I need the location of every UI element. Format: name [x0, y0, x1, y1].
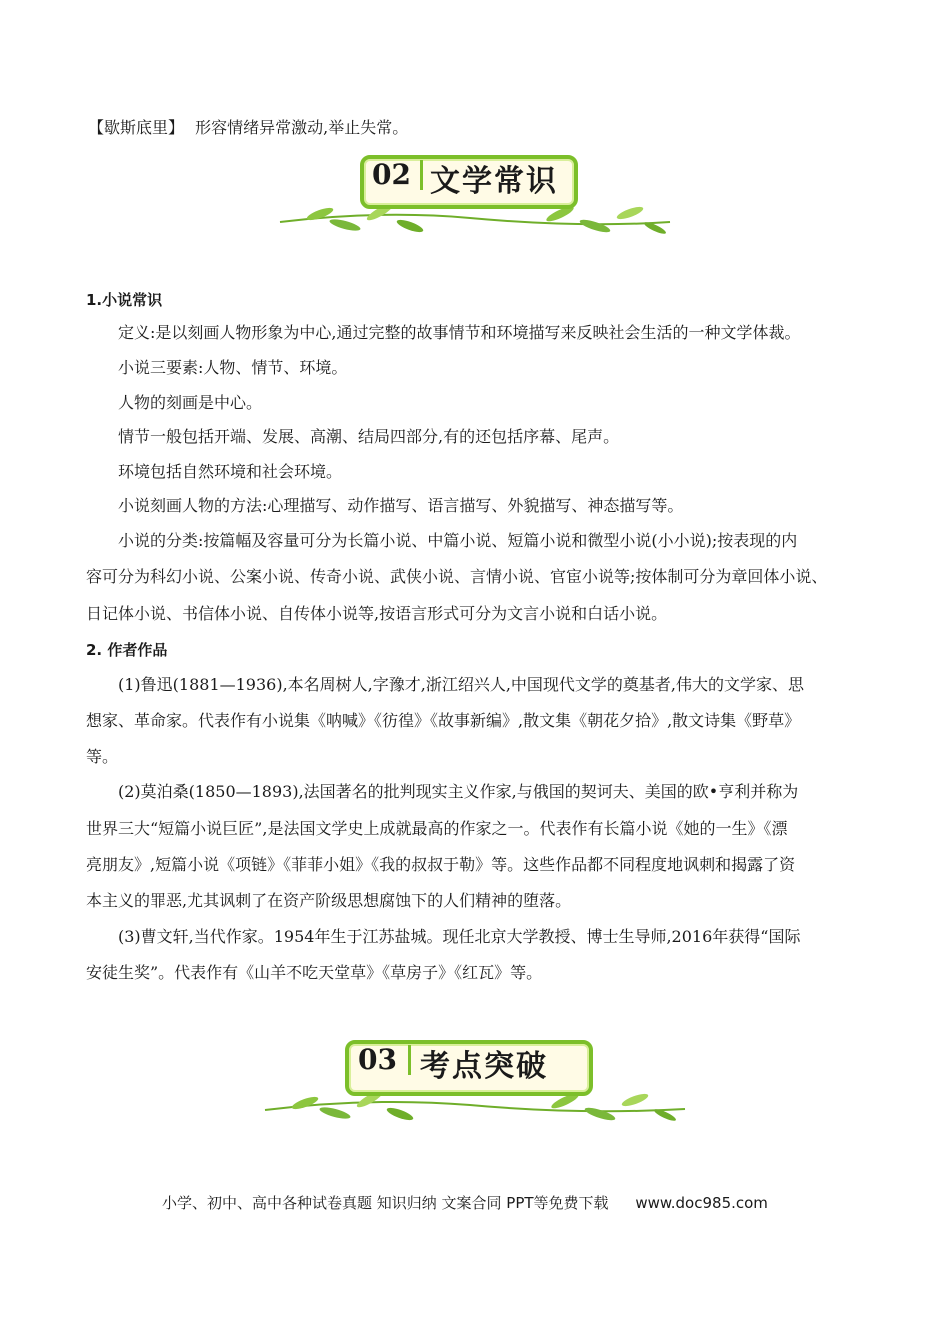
vocab-term: 【歇斯底里】 [88, 118, 185, 137]
section-banner-03 [250, 1035, 700, 1130]
paragraph-line: 定义:是以刻画人物形象为中心,通过完整的故事情节和环境描写来反映社会生活的一种文学体裁。 [118, 323, 801, 342]
banner-title: 文学常识 [430, 164, 558, 199]
paragraph-line: 容可分为科幻小说、公案小说、传奇小说、武侠小说、言情小说、官宦小说等;按体制可分为章回体小说、 [86, 567, 828, 586]
banner-number: 03 [358, 1043, 397, 1076]
section-heading-novel: 1.小说常识 [86, 291, 163, 309]
paragraph-line: 小说刻画人物的方法:心理描写、动作描写、语言描写、外貌描写、神态描写等。 [118, 496, 684, 515]
section-banner-02 [260, 150, 690, 245]
vocab-entry [88, 118, 408, 138]
paragraph-line: 人物的刻画是中心。 [118, 393, 263, 412]
paragraph-line: (2)莫泊桑(1850—1893),法国著名的批判现实主义作家,与俄国的契诃夫、美国的欧•亨利并称为 [118, 782, 799, 801]
footer-link[interactable]: www.doc985.com [635, 1194, 768, 1212]
paragraph-line: 等。 [86, 747, 119, 766]
paragraph-line: 想家、革命家。代表作有小说集《呐喊》《彷徨》《故事新编》,散文集《朝花夕拾》,散文诗集《野草》 [86, 711, 801, 730]
paragraph-line: 安徒生奖”。代表作有《山羊不吃天堂草》《草房子》《红瓦》等。 [86, 963, 543, 982]
paragraph-line: 情节一般包括开端、发展、高潮、结局四部分,有的还包括序幕、尾声。 [118, 427, 620, 446]
paragraph-line: 小说三要素:人物、情节、环境。 [118, 358, 348, 377]
paragraph-line: 本主义的罪恶,尤其讽刺了在资产阶级思想腐蚀下的人们精神的堕落。 [86, 891, 572, 910]
paragraph-line: 世界三大“短篇小说巨匠”,是法国文学史上成就最高的作家之一。代表作有长篇小说《她的一生》《漂 [86, 819, 788, 838]
banner-title: 考点突破 [420, 1049, 548, 1084]
banner-number: 02 [372, 158, 411, 191]
paragraph-line: (3)曹文轩,当代作家。1954年生于江苏盐城。现任北京大学教授、博士生导师,2016年获得“国际 [118, 927, 801, 946]
section-heading-authors: 2. 作者作品 [86, 641, 168, 659]
vocab-definition: 形容情绪异常激动,举止失常。 [195, 118, 409, 137]
paragraph-line: (1)鲁迅(1881—1936),本名周树人,字豫才,浙江绍兴人,中国现代文学的奠基者,伟大的文学家、思 [118, 675, 805, 694]
paragraph-line: 亮朋友》,短篇小说《项链》《菲菲小姐》《我的叔叔于勒》等。这些作品都不同程度地讽刺和揭露了资 [86, 855, 796, 874]
paragraph-line: 日记体小说、书信体小说、自传体小说等,按语言形式可分为文言小说和白话小说。 [86, 604, 668, 623]
paragraph-line: 小说的分类:按篇幅及容量可分为长篇小说、中篇小说、短篇小说和微型小说(小小说);按表现的内 [118, 531, 798, 550]
page-footer [162, 1192, 768, 1213]
paragraph-line: 环境包括自然环境和社会环境。 [118, 462, 343, 481]
footer-text: 小学、初中、高中各种试卷真题 知识归纳 文案合同 PPT等免费下载 [162, 1194, 609, 1212]
